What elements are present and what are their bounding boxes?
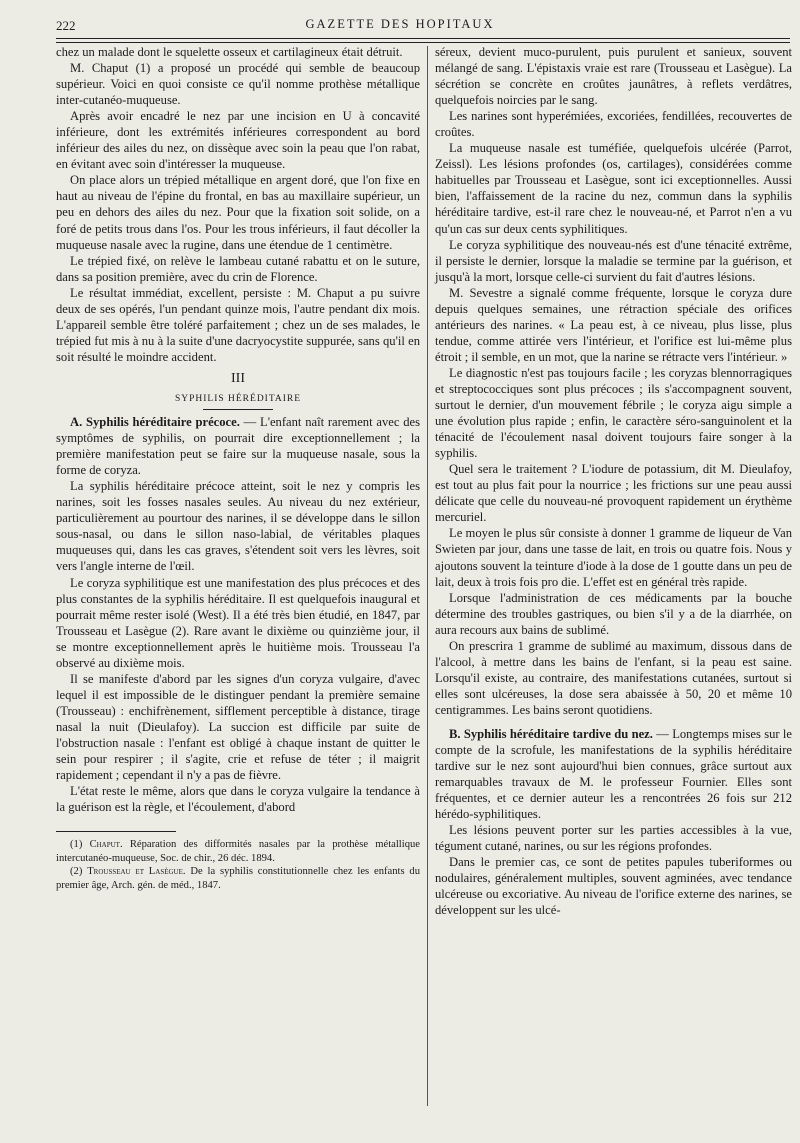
paragraph: M. Sevestre a signalé comme fréquente, lorsque le coryza dure depuis quelques semaines, une rétraction spéciale des orifices antérieurs des narines. « La peau est, à ce niveau, plus lisse, plus tendue, comme attirée vers l'intérieur, et l'orifice est lui-même plus étroit ; il semble, en un mot, que la narine se rétracte vers l'intérieur. » bbox=[435, 285, 792, 364]
paragraph: Les narines sont hyperémiées, excoriées, fendillées, recouvertes de croûtes. bbox=[435, 109, 792, 140]
footnote-marker: (1) bbox=[70, 839, 83, 851]
paragraph: Dans le premier cas, ce sont de petites papules tuberiformes ou nodulaires, généralement multiples, souvent agminées, avec tendance ulcéreuse ou excoriative. Au niveau de l'orifice externe des narines, se développent sur les ulcé- bbox=[435, 855, 792, 918]
right-column bbox=[435, 44, 792, 919]
page-number: 222 bbox=[56, 18, 76, 33]
paragraph: séreux, devient muco-purulent, puis purulent et sanieux, souvent mélangé de sang. L'épistaxis vraie est rare (Trousseau et Lasègue). La sécrétion se concrète en croûtes jaunâtres, à reflets verdâtres, quelquefois noircies par le sang. bbox=[435, 45, 792, 108]
section-rule bbox=[203, 409, 273, 410]
footnote bbox=[56, 865, 420, 892]
paragraph: La muqueuse nasale est tuméfiée, quelquefois ulcérée (Parrot, Zeissl). Les lésions profondes (os, cartilages), considérées comme habituelles par Trousseau et Lasègue, sont ici exceptionnelles. Aussi bien, l'affaissement de la racine du nez, commun dans la syphilis héréditaire tardive, est-il rare chez le nouveau-né, et Parrot n'en a vu qu'un cas sur deux cents syphilitiques. bbox=[435, 141, 792, 236]
paragraph: Après avoir encadré le nez par une incision en U à concavité inférieure, dont les extrémités inférieures correspondent au bord inférieur des ailes du nez, on dissèque avec soin la peau que l'on rabat, en évitant avec soin d'intéresser la muqueuse. bbox=[56, 109, 420, 172]
paragraph: M. Chaput (1) a proposé un procédé qui semble de beaucoup supérieur. Voici en quoi consiste ce qu'il nomme prothèse métallique inter-cutanéo-muqueuse. bbox=[56, 61, 420, 108]
footnote-rule bbox=[56, 831, 176, 832]
paragraph: La syphilis héréditaire précoce atteint, soit le nez y compris les narines, soit les fosses nasales seules. Au niveau du nez extérieur, particulièrement au pourtour des narines, il se développe dans le sillon sous-nasal, ou dans le sillon naso-labial, de véritables plaques muqueuses qui, dans les cas graves, s'étendent soit vers les lèvres, soit vers l'angle interne de l'œil. bbox=[56, 479, 420, 574]
paragraph bbox=[435, 726, 792, 822]
paragraph: Lorsque l'administration de ces médicaments par la bouche détermine des troubles gastriques, ou bien s'il y a de la diarrhée, on aura recours aux bains de sublimé. bbox=[435, 590, 792, 637]
footnote-text: De la syphilis constitutionnelle chez les enfants du premier âge, Arch. gén. de méd., 1847. bbox=[56, 866, 420, 891]
paragraph: Le coryza syphilitique est une manifestation des plus précoces et des plus constantes de la syphilis héréditaire. Il est quelquefois inaugural et pourrait même rester isolé (West). Il a été très bien étudié, en 1847, par Trousseau et Lasègue (2). Rare avant le dixième ou quinzième jour, il se montre exceptionnellement après le huitième mois. Trousseau l'a observé au dixième mois. bbox=[56, 575, 420, 670]
paragraph: Le diagnostic n'est pas toujours facile ; les coryzas blennorragiques et streptococciques sont plus précoces ; ils s'accompagnent souvent, surtout le dernier, d'un mouvement fébrile ; le coryza aigu simple a une évolution plus rapide ; enfin, le caractère séro-sanguinolent et la ténacité de l'écoulement nasal doivent toujours faire songer à la syphilis. bbox=[435, 365, 792, 461]
footnote-author: Chaput. bbox=[89, 839, 123, 851]
paragraph: Le trépied fixé, on relève le lambeau cutané rabattu et on le suture, dans sa position première, avec du crin de Florence. bbox=[56, 253, 420, 284]
running-title: GAZETTE DES HOPITAUX bbox=[305, 17, 495, 31]
paragraph bbox=[56, 414, 420, 478]
paragraph: Il se manifeste d'abord par les signes d'un coryza vulgaire, d'avec lequel il est impossible de le distinguer pendant la première semaine (Trousseau) : enchifrènement, sifflement perceptible à distance, tirage nasal la nuit (Dieulafoy). La succion est difficile par suite de l'obstruction nasale : l'enfant est obligé à chaque instant de quitter le sein pour respirer ; il s'agite, crie et refuse de téter ; il maigrit rapidement ; cependant il n'y a pas de fièvre. bbox=[56, 671, 420, 783]
paragraph: Les lésions peuvent porter sur les parties accessibles à la vue, tégument cutané, narines, ou sur les régions profondes. bbox=[435, 823, 792, 854]
column-divider bbox=[427, 46, 428, 1106]
paragraph: chez un malade dont le squelette osseux et cartilagineux était détruit. bbox=[56, 45, 403, 59]
subsection-heading: B. Syphilis héréditaire tardive du nez. bbox=[449, 726, 653, 741]
paragraph-text: — Longtemps mises sur le compte de la scrofule, les manifestations de la syphilis héréditaire tardive sur le nez sont aujourd'hui bien connues, grâce surtout aux remarquables travaux de M. le professeur Fournier. Elles sont fréquentes, et ce dernier auteur les a rencontrées 26 fois sur 212 hérédo-syphilitiques. bbox=[435, 726, 793, 822]
paragraph: L'état reste le même, alors que dans le coryza vulgaire la tendance à la guérison est la règle, et l'écoulement, d'abord bbox=[56, 784, 420, 815]
header-rule bbox=[56, 38, 790, 39]
footnote-author: Trousseau et Lasègue. bbox=[87, 866, 186, 878]
paragraph: Le résultat immédiat, excellent, persiste : M. Chaput a pu suivre deux de ses opérés, l'un pendant quinze mois, l'autre pendant dix mois. L'appareil semble être toléré parfaitement ; chez un de ses malades, le trépied fut mis à nu à la suite d'une dacryocystite suppurée, sans qu'il en soit résulté le moindre accident. bbox=[56, 285, 420, 364]
footnote-text: Réparation des difformités nasales par la prothèse métallique intercutanéo-muqueuse, Soc. de chir., 26 déc. 1894. bbox=[56, 839, 420, 864]
paragraph: Le coryza syphilitique des nouveau-nés est d'une ténacité extrême, il persiste le dernier, lorsque la maladie se termine par la guérison, et jusqu'à la mort, lorsque celle-ci survient du fait d'autres lésions. bbox=[435, 237, 792, 284]
section-number: III bbox=[231, 370, 245, 386]
paragraph-text: — L'enfant naît rarement avec des symptômes de syphilis, on pourrait dire exceptionnellement ; la première manifestation peut se faire sur la muqueuse nasale, sous la forme de coryza. bbox=[56, 415, 420, 478]
paragraph: Le moyen le plus sûr consiste à donner 1 gramme de liqueur de Van Swieten par jour, dans une tasse de lait, en trois ou quatre fois. Nous y ajoutons souvent la teinture d'iode à la dose de 1 goutte dans un peu de lait, deux à trois fois pro die. L'effet est en général très rapide. bbox=[435, 526, 792, 589]
section-title: SYPHILIS HÉRÉDITAIRE bbox=[174, 393, 302, 404]
paragraph: Quel sera le traitement ? L'iodure de potassium, dit M. Dieulafoy, est tout au plus fait pour la nourrice ; les frictions sur une peau aussi délicate que celle du nouveau-né provoquent rapidement un érythème mercuriel. bbox=[435, 462, 792, 525]
footnote bbox=[56, 838, 420, 865]
header-rule-thin bbox=[56, 42, 790, 43]
paragraph: On prescrira 1 gramme de sublimé au maximum, dissous dans de l'alcool, à mettre dans les bains de l'enfant, si la peau est saine. Lorsqu'il existe, au contraire, des manifestations cutanées, surtout si elles sont ulcéreuses, la dose sera abaissée à 50, 20 et même 10 centigrammes. Les bains seront quotidiens. bbox=[435, 638, 792, 717]
left-column bbox=[56, 44, 420, 893]
paragraph: On place alors un trépied métallique en argent doré, que l'on fixe en haut au niveau de l'épine du frontal, en bas au maxillaire supérieur, un peu en dehors des ailes du nez. Pour que la fixation soit solide, on a foré de petits trous dans l'os. Pour les trous inférieurs, il faut décoller la muqueuse nasale avec la rugine, dans une étendue de 1 centimètre. bbox=[56, 173, 420, 252]
subsection-heading: A. Syphilis héréditaire précoce. bbox=[70, 415, 240, 430]
footnote-marker: (2) bbox=[70, 866, 83, 878]
